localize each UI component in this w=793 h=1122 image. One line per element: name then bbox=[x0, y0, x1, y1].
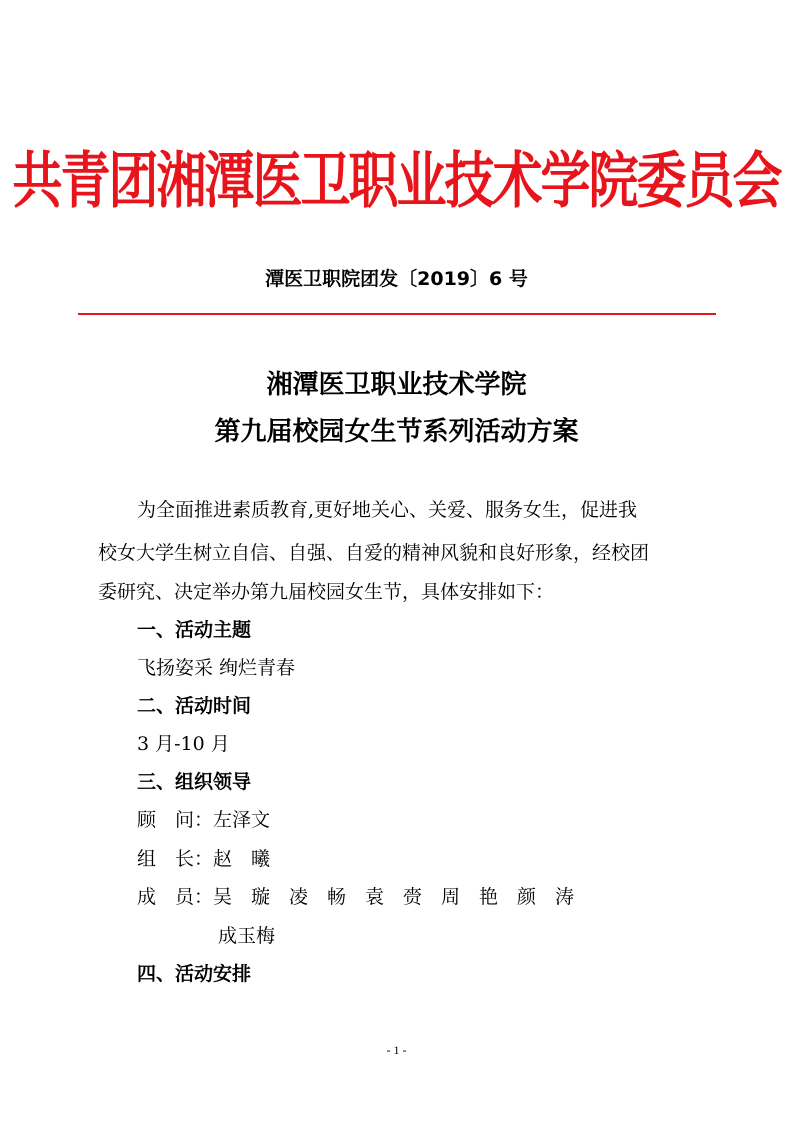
advisor-line: 顾 问：左泽文 bbox=[137, 809, 271, 831]
intro-line-2: 校女大学生树立自信、自强、自爱的精神风貌和良好形象，经校团 bbox=[98, 542, 650, 564]
leader-line: 组 长：赵 曦 bbox=[137, 848, 271, 870]
title-line-1: 湘潭医卫职业技术学院 bbox=[266, 370, 527, 400]
section-heading-time: 二、活动时间 bbox=[137, 695, 252, 717]
members-line-2: 成玉梅 bbox=[218, 925, 276, 947]
members-line-1: 成 员：吴 璇 凌 畅 袁 赍 周 艳 颜 涛 bbox=[137, 886, 575, 908]
section-heading-leadership: 三、组织领导 bbox=[137, 771, 252, 793]
intro-line-3: 委研究、决定举办第九届校园女生节，具体安排如下： bbox=[98, 581, 555, 603]
time-content: 3 月-10 月 bbox=[137, 733, 230, 755]
document-number: 潭医卫职院团发〔2019〕6 号 bbox=[265, 268, 528, 290]
section-heading-arrangement: 四、活动安排 bbox=[137, 963, 252, 985]
page-number: - 1 - bbox=[386, 1043, 407, 1057]
theme-content: 飞扬姿采 绚烂青春 bbox=[137, 657, 296, 679]
title-line-2: 第九届校园女生节系列活动方案 bbox=[214, 417, 579, 447]
red-divider-line bbox=[78, 313, 716, 315]
organization-masthead: 共青团湘潭医卫职业技术学院委员会 bbox=[12, 145, 781, 217]
section-heading-theme: 一、活动主题 bbox=[137, 619, 252, 641]
intro-line-1: 为全面推进素质教育,更好地关心、关爱、服务女生，促进我 bbox=[137, 499, 638, 521]
